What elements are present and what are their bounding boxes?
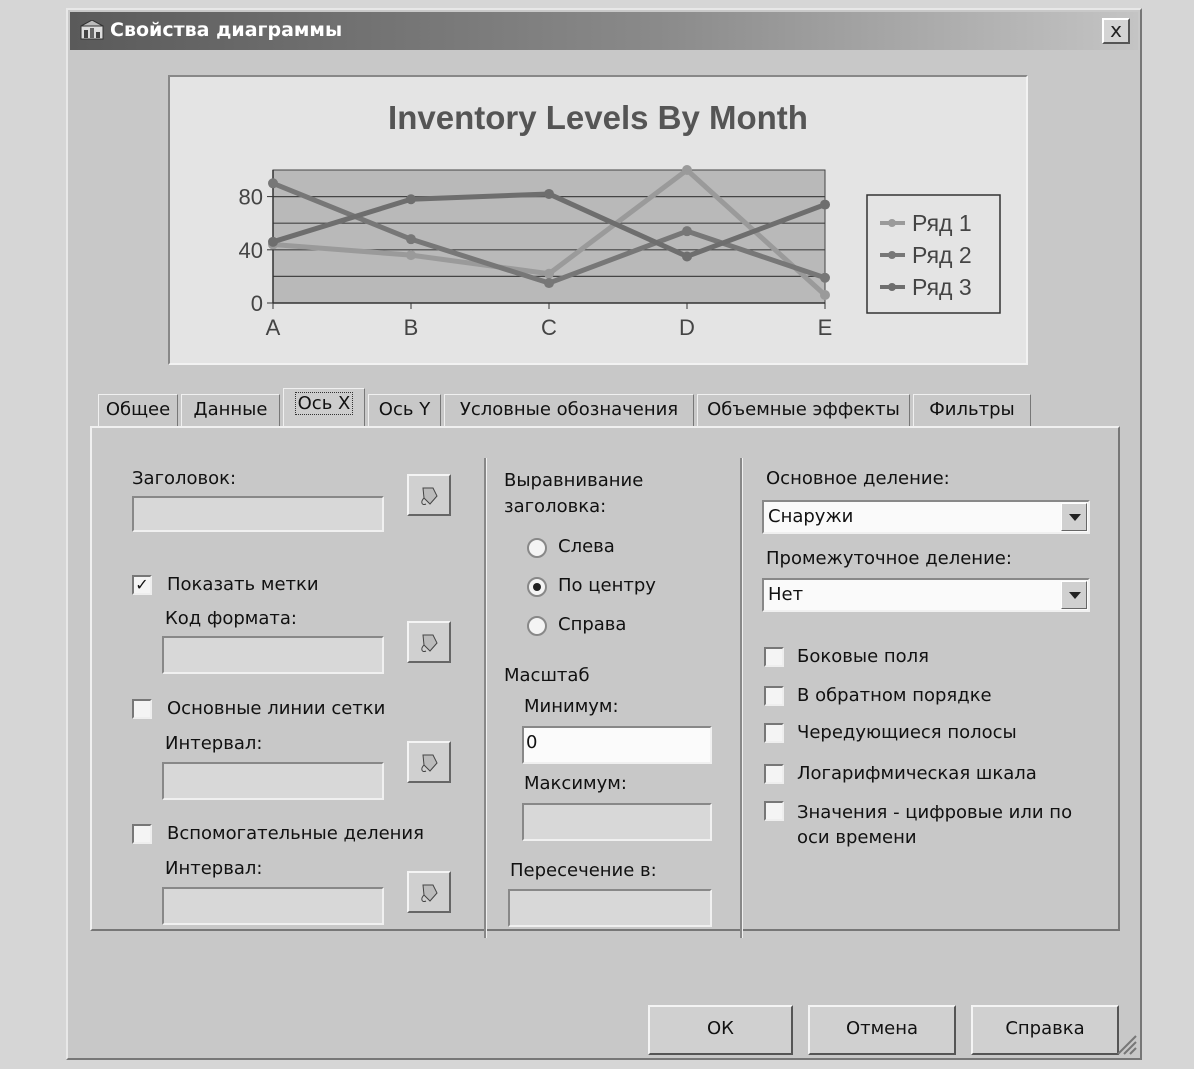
numeric-time-values-label: Значения - цифровые или по оси времени	[797, 802, 1073, 848]
minor-ticks-checkbox[interactable]	[132, 824, 152, 844]
title-input[interactable]	[132, 496, 384, 532]
align-center-label: По центру	[558, 575, 656, 596]
data-point	[406, 250, 416, 260]
align-right-radio[interactable]	[527, 616, 547, 636]
legend-marker	[888, 251, 896, 259]
major-tick-value: Снаружи	[768, 506, 854, 527]
tab-label: Ось X	[295, 392, 354, 415]
log-scale-checkbox[interactable]	[764, 764, 784, 784]
tab-label: Условные обозначения	[459, 399, 679, 420]
data-point	[544, 189, 554, 199]
help-button[interactable]: Справка	[971, 1005, 1119, 1055]
align-left-label: Слева	[558, 536, 615, 557]
chevron-down-icon[interactable]	[1061, 503, 1087, 531]
title-format-button[interactable]	[407, 474, 451, 516]
tab-filters[interactable]	[913, 394, 1031, 426]
chart-app-icon	[80, 20, 104, 40]
major-tick-label: Основное деление:	[766, 468, 950, 489]
data-point	[544, 278, 554, 288]
x-tick-label: B	[403, 315, 419, 340]
legend-label: Ряд 2	[912, 242, 972, 268]
paint-icon	[418, 881, 442, 905]
data-point	[682, 165, 692, 175]
data-point	[406, 234, 416, 244]
minimum-label: Минимум:	[524, 696, 619, 717]
data-point	[820, 273, 830, 283]
show-labels-label: Показать метки	[167, 574, 319, 595]
align-left-radio[interactable]	[527, 538, 547, 558]
tab-label: Объемные эффекты	[707, 399, 900, 420]
align-center-radio[interactable]	[527, 577, 547, 597]
reverse-order-checkbox[interactable]	[764, 686, 784, 706]
chart-properties-dialog	[66, 8, 1142, 1060]
paint-icon	[418, 751, 442, 775]
data-point	[544, 269, 554, 279]
log-scale-label: Логарифмическая шкала	[797, 763, 1037, 784]
chevron-down-icon[interactable]	[1061, 581, 1087, 609]
major-grid-label: Основные линии сетки	[167, 698, 386, 719]
ok-button[interactable]: ОК	[648, 1005, 793, 1055]
tab-3d-effects[interactable]	[697, 394, 910, 426]
tab-x-axis[interactable]	[283, 388, 365, 428]
side-margins-checkbox[interactable]	[764, 647, 784, 667]
data-point	[268, 237, 278, 247]
tab-y-axis[interactable]	[368, 394, 441, 426]
column-divider	[740, 458, 743, 938]
minor-ticks-interval-button[interactable]	[407, 871, 451, 913]
alternating-bands-checkbox[interactable]	[764, 723, 784, 743]
interval-label: Интервал:	[165, 733, 263, 754]
x-tick-label: D	[679, 315, 695, 340]
resize-grip-icon[interactable]	[1112, 1030, 1138, 1056]
numeric-time-values-checkbox[interactable]	[764, 801, 784, 821]
chart-preview	[168, 75, 1028, 365]
minor-tick-value: Нет	[768, 584, 804, 605]
reverse-order-label: В обратном порядке	[797, 685, 992, 706]
scale-label: Масштаб	[504, 665, 590, 686]
minor-ticks-interval-input[interactable]	[162, 887, 384, 925]
cancel-button[interactable]: Отмена	[808, 1005, 956, 1055]
side-margins-label: Боковые поля	[797, 646, 929, 667]
title-bar[interactable]	[70, 12, 1138, 50]
major-grid-checkbox[interactable]	[132, 699, 152, 719]
format-code-label: Код формата:	[165, 608, 297, 629]
legend-label: Ряд 1	[912, 210, 972, 236]
align-right-label: Справа	[558, 614, 627, 635]
x-tick-label: E	[817, 315, 833, 340]
major-grid-interval-input[interactable]	[162, 762, 384, 800]
tab-general[interactable]	[98, 394, 178, 426]
crosses-at-input[interactable]	[508, 889, 712, 927]
title-label: Заголовок:	[132, 468, 237, 489]
close-icon: x	[1110, 18, 1122, 42]
tab-legend[interactable]	[444, 394, 694, 426]
tab-label: Данные	[193, 399, 268, 420]
data-point	[682, 226, 692, 236]
data-point	[406, 194, 416, 204]
maximum-input[interactable]	[522, 803, 712, 841]
tab-data[interactable]	[181, 394, 280, 426]
y-tick-label: 80	[238, 184, 263, 210]
chart-svg	[170, 77, 1026, 363]
maximum-label: Максимум:	[524, 773, 627, 794]
format-code-input[interactable]	[162, 636, 384, 674]
y-tick-label: 40	[238, 237, 263, 263]
y-tick-label: 0	[250, 291, 263, 316]
minor-tick-label: Промежуточное деление:	[766, 548, 1012, 569]
tab-label: Ось Y	[378, 399, 431, 420]
check-icon: ✓	[135, 575, 149, 594]
minor-tick-select[interactable]	[762, 578, 1090, 612]
data-point	[820, 200, 830, 210]
column-divider	[484, 458, 487, 938]
major-grid-interval-button[interactable]	[407, 741, 451, 783]
tab-label: Общее	[105, 399, 171, 420]
crosses-at-label: Пересечение в:	[510, 860, 657, 881]
x-tick-label: A	[265, 315, 281, 340]
show-labels-checkbox[interactable]	[132, 575, 152, 595]
legend-label: Ряд 3	[912, 274, 972, 300]
tab-label: Фильтры	[929, 399, 1015, 420]
title-alignment-label: Выравнивание заголовка:	[504, 470, 644, 517]
data-point	[820, 290, 830, 300]
dialog-title: Свойства диаграммы	[110, 19, 343, 41]
minimum-input[interactable]: 0	[522, 726, 712, 764]
chart-title: Inventory Levels By Month	[388, 99, 808, 136]
paint-icon	[418, 484, 442, 508]
major-tick-select[interactable]	[762, 500, 1090, 534]
legend-marker	[888, 283, 896, 291]
data-point	[268, 178, 278, 188]
interval-label: Интервал:	[165, 858, 263, 879]
x-tick-label: C	[541, 315, 557, 340]
alternating-bands-label: Чередующиеся полосы	[797, 722, 1017, 743]
paint-icon	[418, 631, 442, 655]
data-point	[682, 251, 692, 261]
legend-marker	[888, 219, 896, 227]
tab-panel-x-axis	[90, 426, 1120, 931]
close-button[interactable]	[1102, 18, 1130, 44]
format-code-button[interactable]	[407, 621, 451, 663]
minor-ticks-label: Вспомогательные деления	[167, 823, 424, 844]
